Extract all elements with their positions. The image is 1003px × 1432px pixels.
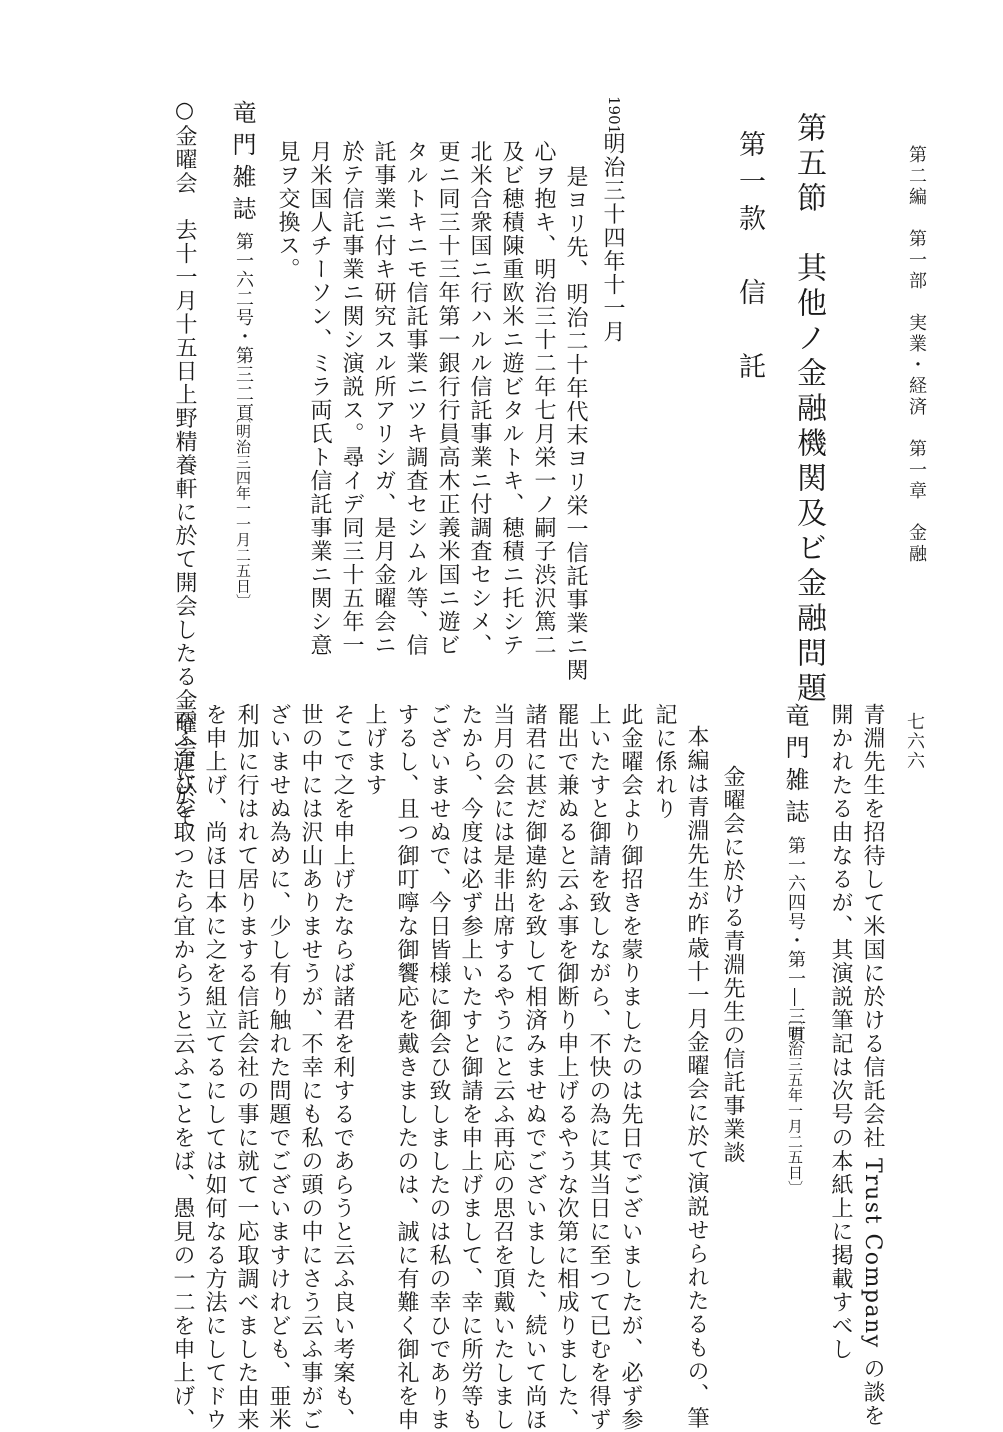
main-line: 月米国人チーソン、ミラ両氏ト信託事業ニ関シ意 <box>307 140 332 657</box>
page-number: 七六六 <box>904 712 925 771</box>
main-line: 是ヨリ先、明治二十年代末ヨリ栄一信託事業ニ関 <box>563 165 588 682</box>
intro-line: 記に係れり <box>652 703 677 821</box>
source1-line: ○金曜会 去十一月十五日上野精養軒に於て開会したる金曜会に於て <box>172 98 197 830</box>
source2-article-title: 金曜会に於ける青淵先生の信託事業談 <box>720 765 745 1165</box>
body-line: 上げます <box>362 703 387 797</box>
body-line: を申上げ、尚ほ日本に之を組立てるにしては如何なる方法にしてドウ <box>202 703 227 1432</box>
main-line: 見ヲ交換ス。 <box>275 140 300 281</box>
body-line: たから、今度は必ず参上いたすと御請を申上げまして、幸に所労等も <box>458 703 483 1432</box>
body-line: 諸君に甚だ御違約を致して相済みませぬでございました、続いて尚ほ <box>522 703 547 1432</box>
main-line: タルトキニモ信託事業ニツキ調査セシムル等、信 <box>403 140 428 657</box>
body-line: ございませぬで、今日皆様に御会ひ致しましたのは私の幸ひでありま <box>426 703 451 1432</box>
subsection-title: 第一款 信 託 <box>734 130 765 389</box>
main-line: 於テ信託事業ニ関シ演説ス。尋イデ同三十五年一 <box>339 140 364 657</box>
intro-line: 本編は青淵先生が昨歳十一月金曜会に於て演説せられたるもの、筆 <box>684 725 709 1430</box>
main-line: 北米合衆国ニ行ハルル信託事業ニ付調査セシメ、 <box>467 140 492 657</box>
body-line: 世の中には沢山ありませうが、不幸にも私の頭の中にさう云ふ事がご <box>298 703 323 1432</box>
body-line: 当月の会には是非出席するやうにと云ふ再応の思召を頂戴いたしまし <box>490 703 515 1432</box>
source2-ref: 第一六四号・第一―三頁 <box>785 836 806 1045</box>
source1-line: 青淵先生を招待して米国に於ける信託会社 Trust Company の談を <box>860 703 885 1428</box>
main-line: 託事業ニ付キ研究スル所アリシガ、是月金曜会ニ <box>371 140 396 657</box>
body-line: 上いたすと御請を致しながら、不快の為に其当日に至つて已むを得ず <box>586 703 611 1432</box>
body-line: するし、且つ御叮嚀な御饗応を戴きましたのは、誠に有難く御礼を申 <box>394 703 419 1432</box>
section-title: 第五節 其他ノ金融機関及ビ金融問題 <box>791 112 826 707</box>
main-line: 及ビ穂積陳重欧米ニ遊ビタルトキ、穂積ニ托シテ <box>499 140 524 657</box>
main-line: 更ニ同三十三年第一銀行行員高木正義米国ニ遊ビ <box>435 140 460 657</box>
body-line: 云ふ運びを取つたら宜からうと云ふことをば、愚見の一二を申上げ、 <box>170 703 195 1432</box>
date-heading: 明治三十四年十一月 <box>600 132 625 344</box>
body-line: 利加に行はれて居りまする信託会社の事に就て一応取調べました由来 <box>234 703 259 1432</box>
source2-date: 〔明治三五年一月二五日〕 <box>786 1010 804 1196</box>
main-line: 心ヲ抱キ、明治三十二年七月栄一ノ嗣子渋沢篤二 <box>531 140 556 657</box>
running-head: 第二編 第一部 実業・経済 第一章 金融 <box>906 145 927 565</box>
body-line: そこで之を申上げたならば諸君を利するであらうと云ふ良い考案も、 <box>330 703 355 1432</box>
body-line: ざいませぬ為めに、少し有り触れた問題でございますけれども、亜米 <box>266 703 291 1432</box>
body-line: 罷出で兼ぬると云ふ事を御断り申上げるやうな次第に相成りました、 <box>554 703 579 1432</box>
body-line: 此金曜会より御招きを蒙りましたのは先日でございましたが、必ず参 <box>618 703 643 1432</box>
source1-ref: 第一六二号・第三二頁 <box>233 232 254 422</box>
source1-date: 〔明治三四年一一月二五日〕 <box>234 408 252 610</box>
source2-name: 竜門雑誌 <box>781 703 809 831</box>
year-arabic: 1901 <box>605 96 623 135</box>
source1-line: 開かれたる由なるが、其演説筆記は次号の本紙上に掲載すべし <box>828 703 853 1361</box>
source1-name: 竜門雑誌 <box>228 100 256 228</box>
